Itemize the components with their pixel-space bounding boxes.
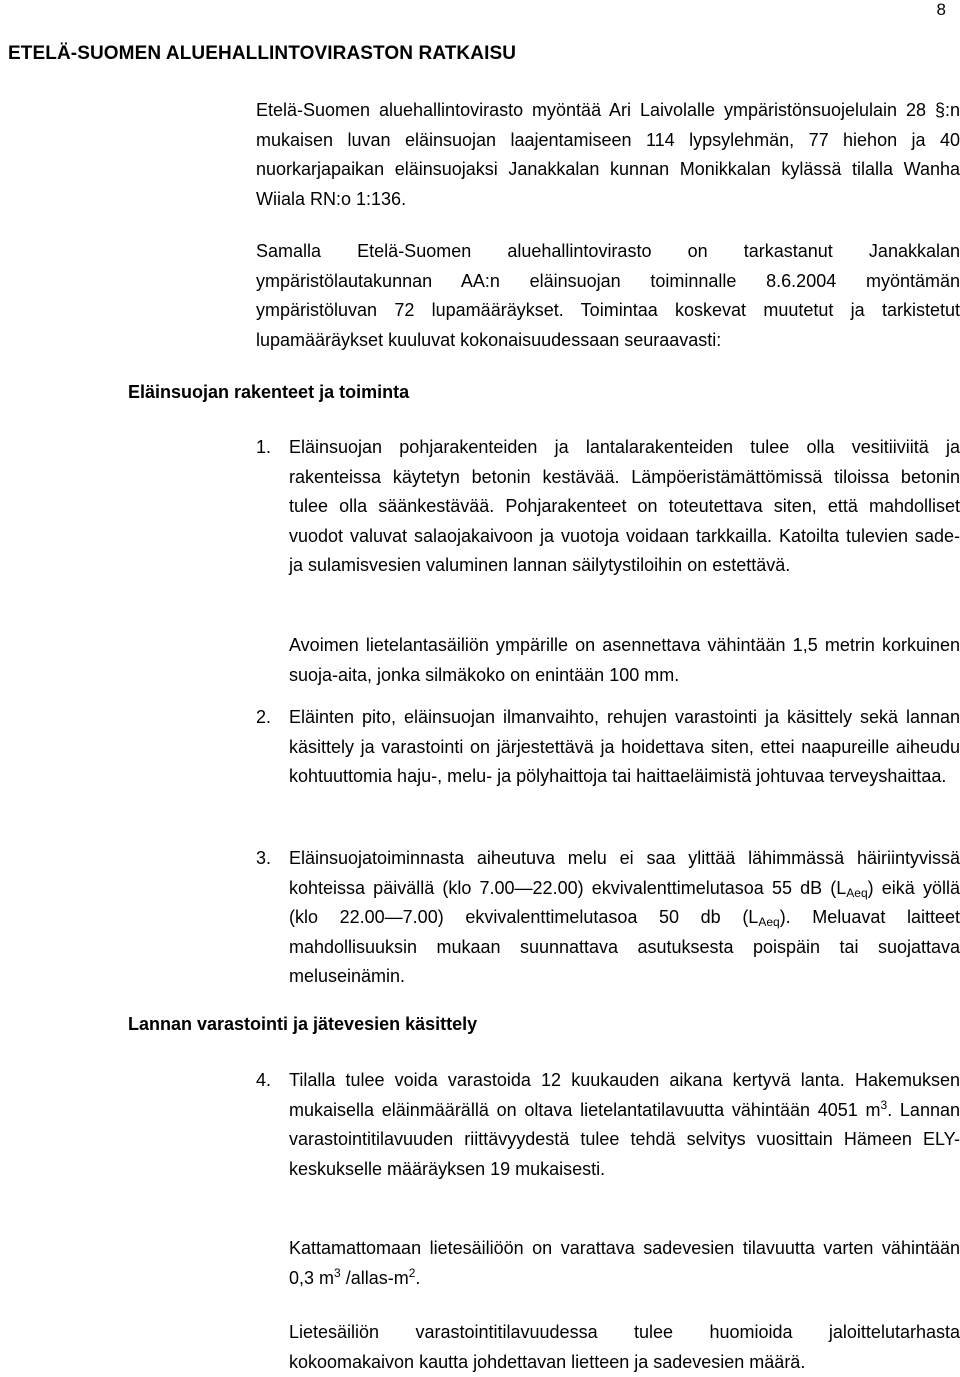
item-text: Eläinten pito, eläinsuojan ilmanvaihto, rehujen varastointi ja käsittely sekä lannan käsittely ja varastointi on järjestettävä ja hoidettava siten, ettei naapureille aiheudu kohtuuttomia haju-, melu- ja pölyhaittoja tai haittaeläimistä johtuvaa terveyshaittaa. xyxy=(289,707,960,786)
rainwater-text-a: Kattamattomaan lietesäiliöön on varattava sadevesien tilavuutta varten vähintään 0,3 m xyxy=(289,1238,960,1288)
rainwater-text-b: /allas-m xyxy=(340,1267,409,1288)
item-text xyxy=(289,1066,960,1184)
laeq-subscript-day: Aeq xyxy=(846,885,868,900)
item-3-text-b: ) eikä yöllä (klo 22.00—7.00) ekvivalenttimelutasoa 50 db (L xyxy=(289,877,960,927)
intro-paragraph-1: Etelä-Suomen aluehallintovirasto myöntää Ari Laivolalle ympäristönsuojelulain 28 §:n mukaisen luvan eläinsuojan laajentamiseen 114 lypsylehmän, 77 hiehon ja 40 nuorkarjapaikan eläinsuojaksi Janakkalan kunnan Monikkalan kylässä tilalla Wanha Wiiala RN:o 1:136. xyxy=(256,100,960,209)
section-heading-structures: Eläinsuojan rakenteet ja toiminta xyxy=(128,382,410,402)
page-title: ETELÄ-SUOMEN ALUEHALLINTOVIRASTON RATKAISU xyxy=(8,43,517,64)
item-text xyxy=(289,844,960,992)
cubic-superscript: 3 xyxy=(880,1097,888,1112)
rainwater-text-c: . xyxy=(415,1267,421,1288)
item-4-text-b: . Lannan varastointitilavuuden riittävyydestä tulee tehdä selvitys vuosittain Hämeen ELY-keskukselle määräyksen 19 mukaisesti. xyxy=(289,1099,960,1179)
item-3-text-c: ). Meluavat laitteet mahdollisuuksin mukaan suunnattava asutuksesta poispäin tai suojattava meluseinämin. xyxy=(289,907,960,986)
rainwater-capacity-paragraph xyxy=(289,1234,960,1293)
item-3-text-a: Eläinsuojatoiminnasta aiheutuva melu ei saa ylittää lähimmässä häiriintyvissä kohteissa päivällä (klo 7.00—22.00) ekvivalenttimelutasoa 55 dB (L xyxy=(289,848,960,898)
slurry-tank-paragraph: Lietesäiliön varastointitilavuudessa tulee huomioida jaloittelutarhasta kokoomakaivon kautta johdettavan lietteen ja sadevesien määrä. xyxy=(289,1322,960,1372)
item-1-fence-paragraph: Avoimen lietelantasäiliön ympärille on asennettava vähintään 1,5 metrin korkuinen suoja-aita, jonka silmäkoko on enintään 100 mm. xyxy=(289,635,960,685)
item-number: 3. xyxy=(256,848,272,868)
item-4-text-a: Tilalla tulee voida varastoida 12 kuukauden aikana kertyvä lanta. Hakemuksen mukaisella eläinmäärällä on oltava lietelantatilavuutta vähintään 4051 m xyxy=(289,1070,960,1120)
item-number: 1. xyxy=(256,437,272,457)
item-number: 4. xyxy=(256,1070,272,1090)
item-text: Eläinsuojan pohjarakenteiden ja lantalarakenteiden tulee olla vesitiiviitä ja rakenteissa käytetyn betonin kestävää. Lämpöeristämättömissä tiloissa betonin tulee olla säänkestävää. Pohjarakenteet on toteutettava siten, että mahdolliset vuodot valuvat salaojakaivoon ja vuotoja voidaan tarkkailla. Katoilta tulevien sade- ja sulamisvesien valuminen lannan säilytystiloihin on estettävä. xyxy=(289,437,960,575)
square-superscript: 2 xyxy=(408,1265,416,1280)
item-number: 2. xyxy=(256,707,272,727)
intro-paragraph-2: Samalla Etelä-Suomen aluehallintovirasto on tarkastanut Janakkalan ympäristölautakunnan AA:n eläinsuojan toiminnalle 8.6.2004 myöntämän ympäristöluvan 72 lupamääräykset. Toimintaa koskevat muutetut ja tarkistetut lupamääräykset kuuluvat kokonaisuudessaan seuraavasti: xyxy=(256,241,960,350)
laeq-subscript-night: Aeq xyxy=(758,915,780,929)
section-heading-manure: Lannan varastointi ja jätevesien käsittely xyxy=(128,1014,478,1034)
page-number: 8 xyxy=(936,0,946,19)
cubic-superscript: 3 xyxy=(334,1265,341,1280)
